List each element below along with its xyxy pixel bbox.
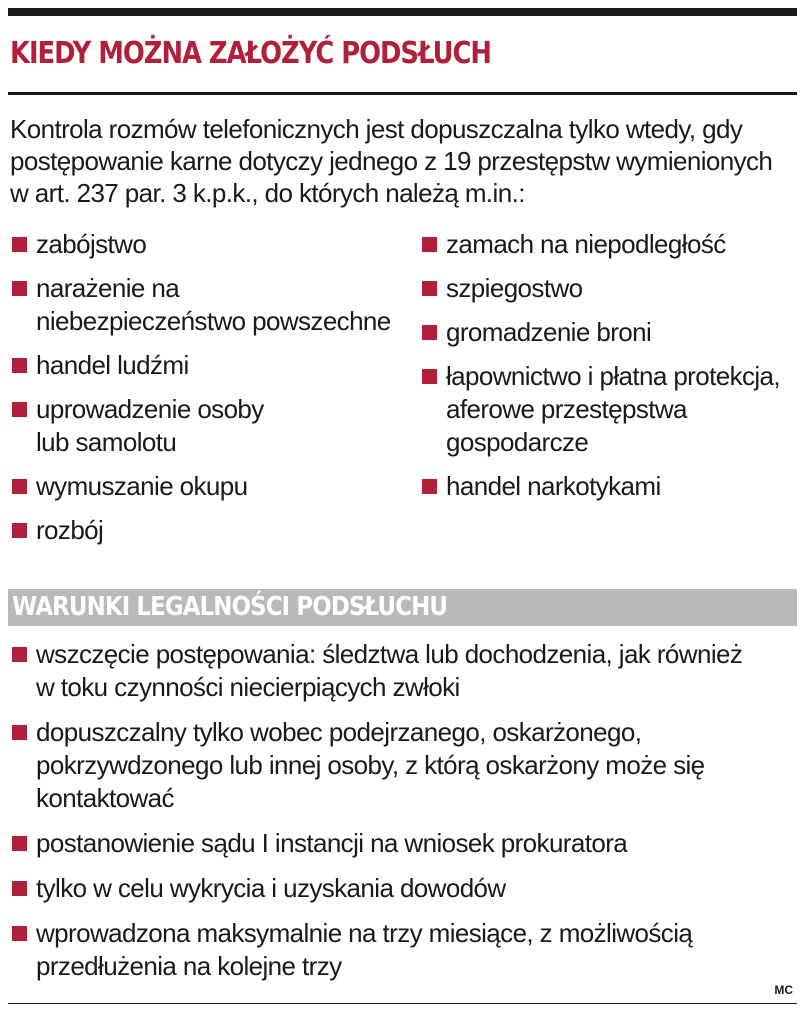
crime-item [422,272,802,305]
condition-item [12,827,797,860]
crime-item [12,470,412,503]
condition-item-label: dopuszczalny tylko wobec podejrzanego, oskarżonego, pokrzywdzonego lub innej osoby, z którą oskarżony może się kontaktować [36,717,705,813]
square-bullet-icon [12,881,27,896]
square-bullet-icon [12,725,27,740]
crime-item [12,393,412,459]
condition-item-label: postanowienie sądu I instancji na wniosek prokuratora [36,828,628,858]
crime-item [422,228,802,261]
intro-text: Kontrola rozmów telefonicznych jest dopuszczalna tylko wtedy, gdy postępowanie karne dotyczy jednego z 19 przestępstw wymienionych w art. 237 par. 3 k.p.k., do których należą m.in.: [10,114,773,208]
condition-item [12,638,797,704]
square-bullet-icon [12,237,27,252]
crimes-list-right [422,228,802,514]
crime-item-label: zabójstwo [36,229,147,259]
condition-item [12,716,797,815]
crime-item-label: handel ludźmi [36,350,189,380]
square-bullet-icon [12,926,27,941]
condition-item-label: wprowadzona maksymalnie na trzy miesiące, z możliwością przedłużenia na kolejne trzy [36,918,693,981]
crime-item-label: zamach na niepodległość [446,229,726,259]
square-bullet-icon [422,281,437,296]
square-bullet-icon [422,369,437,384]
top-rule [8,8,797,16]
square-bullet-icon [12,281,27,296]
crime-item [422,316,802,349]
square-bullet-icon [12,402,27,417]
bottom-rule [8,1003,797,1004]
crime-item-label: szpiegostwo [446,273,583,303]
crimes-list-left [12,228,412,558]
square-bullet-icon [422,479,437,494]
section-header-bar [8,589,797,626]
title-rule [8,92,797,95]
crime-item-label: handel narkotykami [446,471,661,501]
crime-item-label: wymuszanie okupu [36,471,248,501]
condition-item [12,872,797,905]
infographic-title: KIEDY MOŻNA ZAŁOŻYĆ PODSŁUCH [10,36,491,71]
crime-item-label: łapownictwo i płatna protekcja, aferowe przestępstwa gospodarcze [446,361,781,457]
author-credit: MC [774,983,793,997]
crime-item-label: gromadzenie broni [446,317,652,347]
square-bullet-icon [422,325,437,340]
crime-item-label: narażenie na niebezpieczeństwo powszechne [36,273,391,336]
crime-item-label: rozbój [36,515,104,545]
conditions-list [12,638,797,995]
crime-item [422,470,802,503]
crime-item [12,349,412,382]
section-title: WARUNKI LEGALNOŚCI PODSŁUCHU [12,592,448,622]
square-bullet-icon [12,479,27,494]
crime-item [12,272,412,338]
square-bullet-icon [12,358,27,373]
crime-item [12,228,412,261]
square-bullet-icon [12,647,27,662]
square-bullet-icon [422,237,437,252]
condition-item-label: wszczęcie postępowania: śledztwa lub dochodzenia, jak również w toku czynności niecierpiących zwłoki [36,639,743,702]
crime-item-label: uprowadzenie osoby lub samolotu [36,394,264,457]
square-bullet-icon [12,836,27,851]
crime-item [12,514,412,547]
square-bullet-icon [12,523,27,538]
condition-item-label: tylko w celu wykrycia i uzyskania dowodów [36,873,506,903]
condition-item [12,917,797,983]
crime-item [422,360,802,459]
